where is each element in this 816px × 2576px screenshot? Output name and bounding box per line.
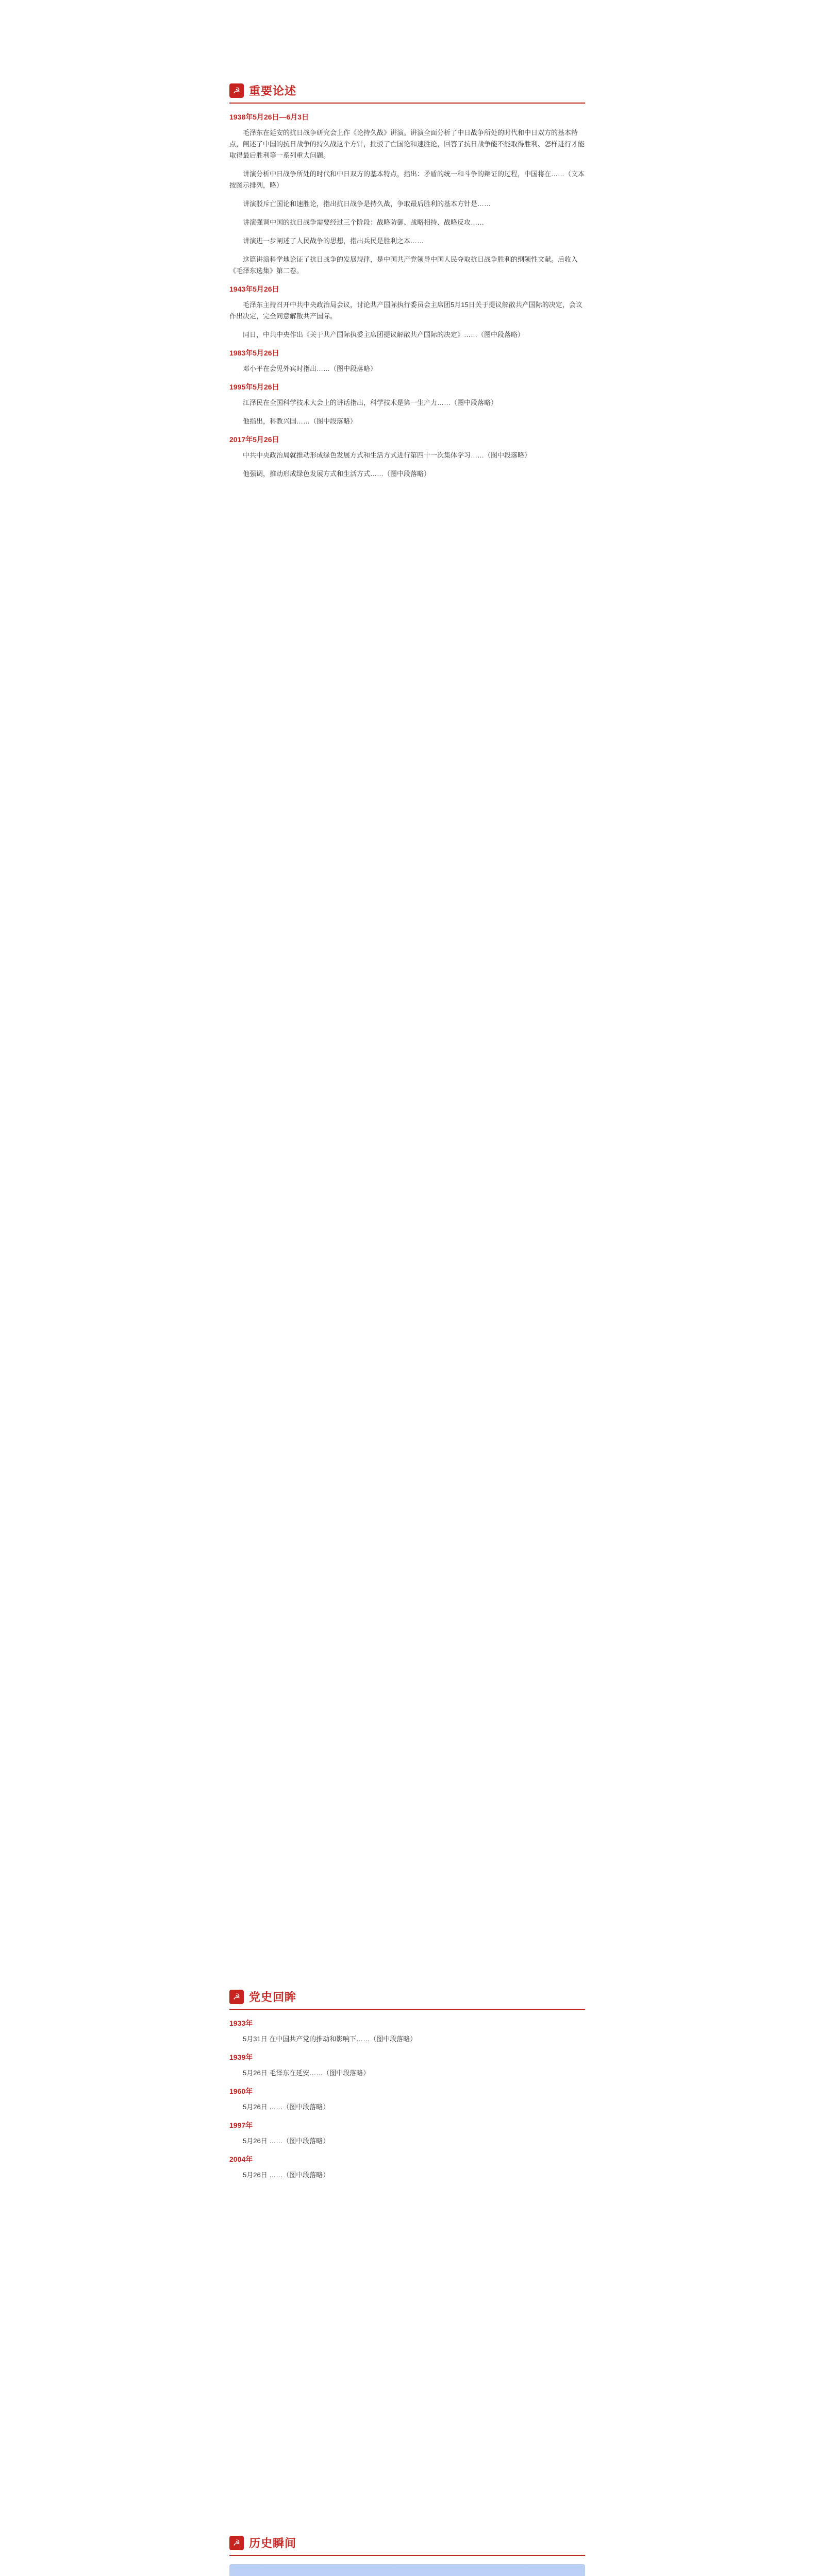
date-label: 1960年 [229,2087,253,2095]
party-emblem-icon: ☭ [229,83,244,98]
content-block-2004 [229,2154,585,2181]
paragraph: 江泽民在全国科学技术大会上的讲话指出，科学技术是第一生产力……（图中段落略） [243,399,498,406]
section-history-review [229,1989,585,2188]
content-block-1960 [229,2086,585,2113]
date-label: 2017年5月26日 [229,435,279,444]
party-emblem-icon: ☭ [229,1990,244,2004]
paragraph: 毛泽东主持召开中共中央政治局会议，讨论共产国际执行委员会主席团5月15日关于提议解散共产国际的决定，会议作出决定，完全同意解散共产国际。 [229,301,582,320]
paragraph: 他指出，科教兴国……（图中段落略） [243,417,357,425]
paragraph: 讲演强调中国的抗日战争需要经过三个阶段：战略防御、战略相持、战略反攻…… [243,218,485,226]
section-divider [229,2555,585,2556]
paragraph: 5月26日 ……（图中段落略） [243,2103,330,2111]
section-divider [229,2009,585,2010]
section-divider [229,103,585,104]
paragraph: 邓小平在会见外宾时指出……（图中段落略） [243,365,377,372]
party-emblem-icon: ☭ [229,2536,244,2550]
paragraph: 5月26日 ……（图中段落略） [243,2137,330,2145]
paragraph: 同日，中共中央作出《关于共产国际执委主席团提议解散共产国际的决定》……（图中段落略） [243,331,525,338]
content-block-1938 [229,112,585,277]
paragraph: 讲演分析中日战争所处的时代和中日双方的基本特点，指出：矛盾的统一和斗争的辩证的过程，中国将在……（文本按图示排列，略） [229,170,585,189]
paragraph: 毛泽东在延安的抗日战争研究会上作《论持久战》讲演。讲演全面分析了中日战争所处的时代和中日双方的基本特点，阐述了中国的抗日战争的持久战这个方针，批驳了亡国论和速胜论，回答了抗日战争能不能取得胜利、怎样进行才能取得最后胜利等一系列重大问题。 [229,129,585,159]
date-label: 1939年 [229,2053,253,2061]
paragraph: 他强调，推动形成绿色发展方式和生活方式……（图中段落略） [243,470,431,478]
paragraph: 5月26日 ……（图中段落略） [243,2171,330,2179]
date-label: 2004年 [229,2155,253,2163]
content-block-1997 [229,2120,585,2147]
content-block-1939 [229,2052,585,2079]
paragraph: 讲演驳斥亡国论和速胜论，指出抗日战争是持久战，争取最后胜利的基本方针是…… [243,200,491,208]
section-header [229,1989,585,2005]
section-title: 历史瞬间 [249,2537,297,2550]
date-label: 1933年 [229,2019,253,2027]
paragraph: 这篇讲演科学地论证了抗日战争的发展规律，是中国共产党领导中国人民夺取抗日战争胜利的纲领性文献。后收入《毛泽东选集》第二卷。 [229,256,578,275]
paragraph: 中共中央政治局就推动形成绿色发展方式和生活方式进行第四十一次集体学习……（图中段落略） [243,451,531,459]
paragraph: 5月31日 在中国共产党的推动和影响下……（图中段落略） [243,2035,417,2043]
section-important-remarks [229,82,585,487]
section-title: 党史回眸 [249,1991,297,2004]
content-block-1943 [229,284,585,341]
page-container [229,0,585,2576]
content-block-2017 [229,434,585,480]
date-label: 1983年5月26日 [229,349,279,357]
date-label: 1943年5月26日 [229,285,279,293]
historical-photo [229,2564,585,2576]
section-title: 重要论述 [249,84,297,97]
content-block-1995 [229,382,585,427]
paragraph: 5月26日 毛泽东在延安……（图中段落略） [243,2069,370,2077]
date-label: 1997年 [229,2121,253,2129]
section-history-moment [229,2535,585,2576]
date-label: 1995年5月26日 [229,383,279,391]
section-header [229,2535,585,2551]
content-block-1983 [229,348,585,375]
photo-sky [229,2564,585,2576]
content-block-1933 [229,2018,585,2045]
date-label: 1938年5月26日—6月3日 [229,113,309,121]
paragraph: 讲演进一步阐述了人民战争的思想，指出兵民是胜利之本…… [243,237,424,245]
section-header [229,82,585,98]
